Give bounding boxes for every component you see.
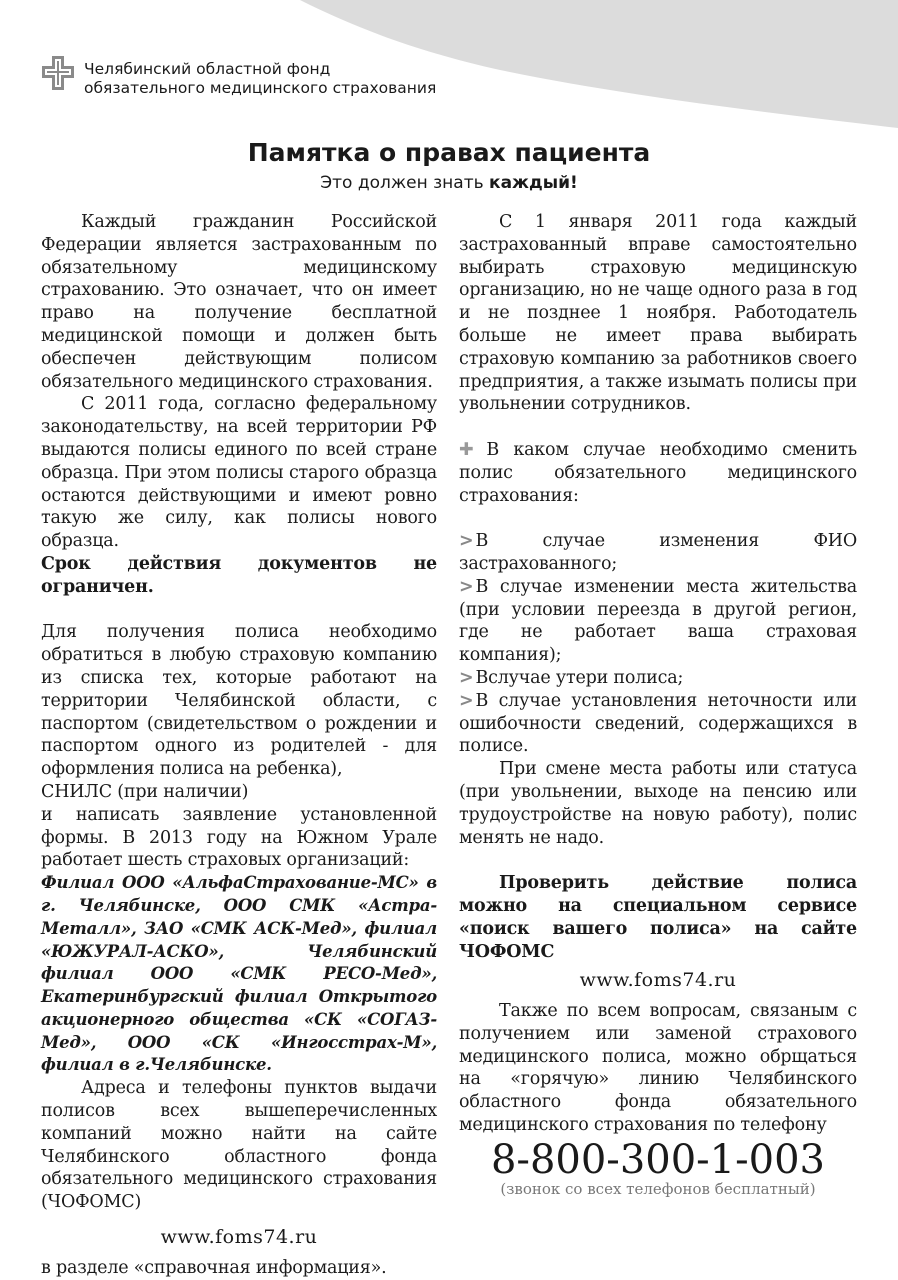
left-paragraph-1: Каждый гражданин Российской Федерации является застрахованным по обязательному медицинскому страхованию. Это означает, что он имеет право на получение бесплатной медицинской помощи и должен быть обеспечен действующим полисом обязательного медицинского страхования.	[41, 212, 437, 392]
chevron-right-icon: >	[459, 576, 474, 597]
question-text: В каком случае необходимо сменить полис обязательного медицинского страхования:	[459, 439, 857, 506]
organization-name	[84, 60, 436, 98]
list-item	[459, 690, 857, 758]
chevron-right-icon: >	[459, 531, 474, 552]
list-item-text: В случае изменения ФИО застрахованного;	[459, 531, 857, 574]
right-column	[459, 211, 857, 1137]
question-paragraph	[459, 439, 857, 507]
page-title: Памятка о правах пациента	[247, 138, 651, 167]
left-paragraph-4a: Для получения полиса необходимо обратиться в любую страховую компанию из списка тех, которые работают на территории Челябинской области, с паспортом (свидетельством о рождении и паспортом одного из родителей - для оформления полиса на ребенка),	[41, 622, 437, 780]
website-link-right[interactable]: www.foms74.ru	[579, 969, 737, 992]
left-paragraph-6: в разделе «справочная информация».	[41, 1257, 387, 1278]
org-line-2: обязательного медицинского страхования	[84, 79, 437, 97]
right-paragraph-2: При смене места работы или статуса (при увольнении, выходе на пенсию или трудоустройстве на новую работу), полис менять не надо.	[459, 759, 857, 848]
check-policy-paragraph: Проверить действие полиса можно на специальном сервисе «поиск вашего полиса» на сайте ЧОФОМС	[459, 873, 857, 962]
website-link-left[interactable]: www.foms74.ru	[160, 1226, 318, 1249]
hotline-phone[interactable]: 8-800-300-1-003	[490, 1137, 825, 1183]
list-item-text: В случае установления неточности или ошибочности сведений, содержащихся в полисе.	[459, 690, 857, 757]
left-paragraph-4b: СНИЛС (при наличии)	[41, 781, 249, 802]
left-column	[41, 211, 437, 1280]
org-line-1: Челябинский областной фонд	[84, 60, 331, 78]
left-paragraph-2: С 2011 года, согласно федеральному законодательству, на всей территории РФ выдаются полисы единого по всей стране образца. При этом полисы старого образца остаются действующими и имеют ровно такую же силу, как полисы нового образца.	[41, 394, 437, 552]
chevron-right-icon: >	[459, 690, 474, 711]
list-item	[459, 530, 857, 576]
left-paragraph-4c: и написать заявление установленной формы. В 2013 году на Южном Урале работает шесть страховых организаций:	[41, 804, 437, 871]
foms-logo-icon	[38, 50, 80, 96]
subtitle-text: Это должен знать	[320, 173, 490, 193]
subtitle-emphasis: каждый!	[489, 173, 578, 193]
list-item	[459, 576, 857, 667]
list-item-text: Вслучае утери полиса;	[475, 667, 684, 688]
hotline-note: (звонок со всех телефонов бесплатный)	[500, 1180, 816, 1198]
insurers-list: Филиал ООО «АльфаСтрахование-МС» в г. Челябинске, ООО СМК «Астра-Металл», ЗАО «СМК АСК-Мед», филиал «ЮЖУРАЛ-АСКО», Челябинский филиал ООО «СМК РЕСО-Мед», Екатеринбургский филиал Открытого акционерного общества «СК «СОГАЗ-Мед», ООО «СК «Ингосстрах-М», филиал в г.Челябинске.	[41, 873, 437, 1075]
right-paragraph-1: С 1 января 2011 года каждый застрахованный вправе самостоятельно выбирать страховую медицинскую организацию, но не чаще одного раза в год и не позднее 1 ноября. Работодатель больше не имеет права выбирать страховую компанию за работников своего предприятия, а также изымать полисы при увольнении сотрудников.	[459, 212, 857, 415]
list-item	[459, 667, 857, 690]
left-paragraph-validity: Срок действия документов не ограничен.	[41, 553, 437, 597]
list-item-text: В случае изменении места жительства (при условии переезда в другой регион, где не работает ваша страховая компания);	[459, 576, 857, 666]
right-paragraph-3: Также по всем вопросам, связаным с получением или заменой страхового медицинского полиса, можно обрщаться на «горячую» линию Челябинского областного фонда обязательного медицинского страхования по телефону	[459, 1001, 857, 1136]
chevron-right-icon: >	[459, 667, 474, 688]
plus-icon: ✚	[459, 439, 483, 460]
left-paragraph-5: Адреса и телефоны пунктов выдачи полисов всех вышеперечисленных компаний можно найти на сайте Челябинского областного фонда обязательного медицинского страхования (ЧОФОМС)	[41, 1078, 437, 1213]
page-subtitle	[0, 173, 898, 193]
